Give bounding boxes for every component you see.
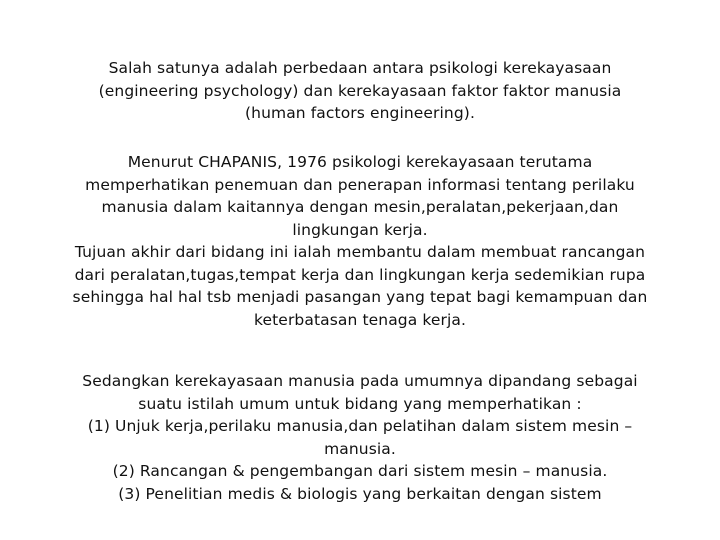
paragraph-human-engineering-scope [60,370,660,505]
text-line: (engineering psychology) dan kerekayasaan faktor faktor manusia [98,81,622,100]
text-line: suatu istilah umum untuk bidang yang memperhatikan : [138,394,582,413]
text-line: dari peralatan,tugas,tempat kerja dan lingkungan kerja sedemikian rupa [74,265,646,284]
text-line: (human factors engineering). [245,104,475,122]
text-line: (2) Rancangan & pengembangan dari sistem mesin – manusia. [112,462,608,480]
text-line: sehingga hal hal tsb menjadi pasangan yang tepat bagi kemampuan dan [72,288,648,306]
text-line: lingkungan kerja. [292,220,428,239]
paragraph-chapanis-definition [60,151,660,331]
paragraph-engineering-psychology-distinction [60,57,660,125]
text-line: Sedangkan kerekayasaan manusia pada umumnya dipandang sebagai [82,372,638,390]
text-line: keterbatasan tenaga kerja. [253,310,467,329]
text-line: Menurut CHAPANIS, 1976 psikologi kerekayasaan terutama [127,153,593,171]
text-line: Salah satunya adalah perbedaan antara psikologi kerekayasaan [108,59,612,77]
text-line: manusia dalam kaitannya dengan mesin,peralatan,pekerjaan,dan [101,198,619,216]
text-line: (3) Penelitian medis & biologis yang berkaitan dengan sistem [118,484,602,503]
text-line: (1) Unjuk kerja,perilaku manusia,dan pelatihan dalam sistem mesin – [87,417,633,435]
text-line: memperhatikan penemuan dan penerapan informasi tentang perilaku [85,175,635,194]
text-line: Tujuan akhir dari bidang ini ialah membantu dalam membuat rancangan [74,243,646,261]
text-line: manusia. [324,439,396,458]
